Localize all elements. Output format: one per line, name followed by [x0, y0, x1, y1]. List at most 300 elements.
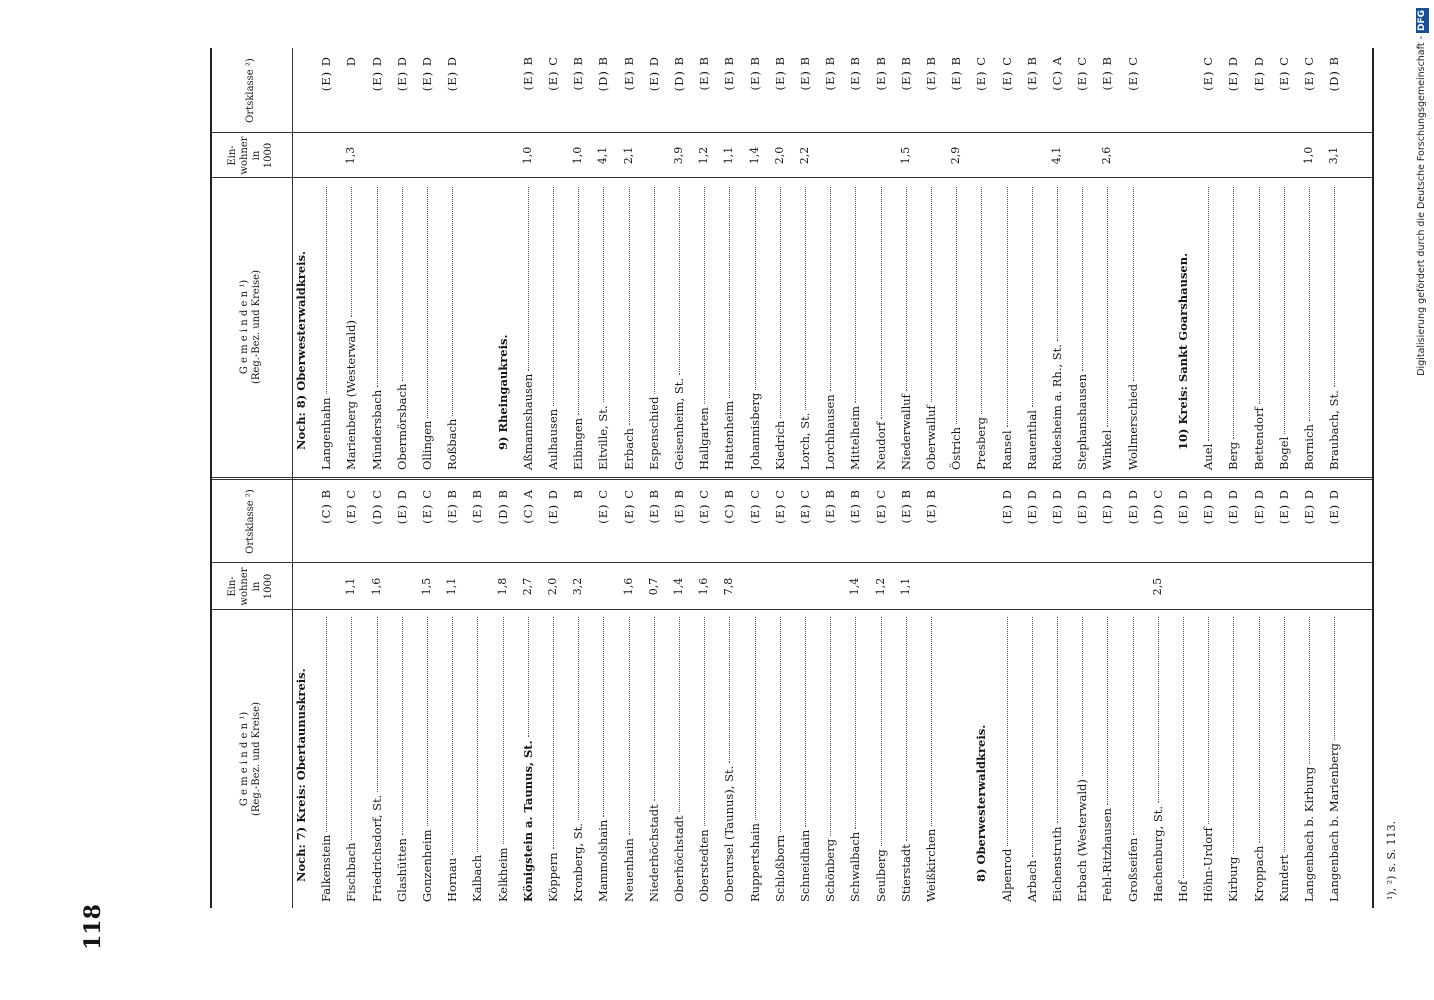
dot-leader [949, 187, 957, 424]
page-number: 118 [80, 904, 106, 950]
ortsklasse-cell: (C) B [319, 489, 334, 524]
ortsklasse-cell: (D) B [495, 489, 510, 525]
dfg-notice-line [1412, 8, 1432, 698]
ortsklasse-cell: (E) D [319, 56, 334, 92]
dot-leader [370, 617, 378, 792]
table-row [949, 50, 972, 470]
ortsklasse-cell: (E) C [420, 489, 434, 524]
ortsklasse-cell: (E) C [798, 489, 812, 524]
dot-leader [596, 617, 604, 817]
table-row [1050, 50, 1073, 470]
einwohner-cell: 1,0 [571, 146, 585, 165]
table-row [1075, 50, 1098, 470]
einwohner-cell: 2,5 [1150, 577, 1164, 596]
ortsklasse-cell: (E) D [1176, 489, 1190, 525]
name-text: Langenbach b. Kirburg [1302, 766, 1316, 902]
municipality-name [974, 184, 988, 470]
name-text: Kalbach [470, 854, 485, 902]
table-row [1252, 482, 1275, 902]
ortsklasse-cell: (E) B [470, 489, 485, 524]
ortsklasse-cell: (E) D [394, 56, 409, 92]
table-row [1252, 50, 1275, 470]
name-text: Langenhahn [319, 397, 334, 470]
table-row [974, 482, 997, 902]
ortsklasse-cell: (E) C [1276, 56, 1291, 91]
municipality-name [521, 184, 535, 470]
municipality-name [722, 614, 736, 902]
municipality-name [848, 614, 862, 902]
header-ortsklasse-text: Ortsklasse ²) [245, 58, 256, 123]
table-row [344, 482, 367, 902]
municipality-name [848, 184, 862, 470]
ortsklasse-cell: (E) C [1201, 56, 1216, 91]
table-row [420, 482, 443, 902]
municipality-name [1327, 184, 1341, 470]
name-text: Eichenstruth [1050, 826, 1064, 902]
einwohner-cell: 2,1 [621, 146, 635, 165]
name-text: Neuenhain [621, 838, 636, 902]
table-row [1302, 50, 1325, 470]
municipality-name [420, 614, 434, 902]
name-text: 10) Kreis: Sankt Goarshausen. [1176, 252, 1190, 450]
dot-leader [974, 187, 982, 414]
municipality-name [420, 184, 434, 470]
table-row [1201, 50, 1224, 470]
dot-leader [521, 187, 529, 371]
table-row [924, 482, 947, 902]
ortsklasse-cell: (E) C [596, 489, 611, 524]
municipality-name [1000, 614, 1014, 902]
table-row [1075, 482, 1098, 902]
municipality-name [798, 184, 812, 470]
ortsklasse-cell: (E) C [772, 489, 787, 524]
municipality-name [319, 614, 333, 902]
table-row [370, 482, 393, 902]
table-row [1176, 50, 1199, 470]
name-text: Erbach [621, 428, 636, 470]
name-text: Kundert [1276, 854, 1291, 902]
ortsklasse-cell: (E) C [747, 489, 762, 524]
dot-leader [1302, 187, 1310, 421]
einwohner-cell: 2,6 [1100, 146, 1114, 165]
municipality-name [1277, 614, 1291, 902]
name-text: Kroppach [1251, 845, 1266, 902]
ortsklasse-cell: (E) D [1251, 489, 1266, 525]
ortsklasse-cell: (E) C [697, 489, 712, 524]
dot-leader [848, 617, 856, 829]
dot-leader [924, 617, 932, 826]
municipality-name [622, 184, 636, 470]
ortsklasse-cell: (E) B [772, 56, 787, 91]
municipality-name [748, 614, 762, 902]
einwohner-cell: 1,3 [344, 146, 358, 165]
table-row [395, 50, 418, 470]
einwohner-cell: 1,2 [873, 577, 887, 596]
ortsklasse-cell: (E) B [646, 489, 661, 524]
dot-leader [874, 617, 882, 846]
ortsklasse-cell: (E) D [1075, 489, 1090, 525]
header-gemeinden-subtitle: (Reg.-Bez. und Kreise) [251, 702, 262, 816]
table-row [622, 50, 645, 470]
municipality-name [1100, 184, 1114, 470]
name-text: Langenbach b. Marienberg [1327, 743, 1342, 902]
ortsklasse-cell: (E) B [520, 56, 535, 91]
einwohner-cell: 1,8 [495, 577, 509, 596]
table-row [1126, 482, 1149, 902]
dot-leader [1201, 187, 1209, 441]
ortsklasse-cell: (E) B [898, 489, 913, 524]
dot-leader [697, 187, 705, 404]
name-text: Stephanshausen [1075, 373, 1090, 470]
municipality-name [924, 614, 938, 902]
name-text: Aulhausen [546, 408, 560, 470]
name-text: Erbach (Westerwald) [1075, 779, 1090, 902]
dot-leader [1000, 187, 1008, 427]
ortsklasse-cell: (E) D [1276, 489, 1291, 525]
municipality-name [521, 614, 535, 902]
name-text: Oberhöchstadt [672, 815, 686, 902]
table-row [294, 482, 317, 902]
name-text: Ransel [999, 430, 1014, 470]
dot-leader [773, 617, 781, 832]
table-row [1025, 50, 1048, 470]
dot-leader [1201, 617, 1209, 824]
ortsklasse-cell: (E) D [1050, 489, 1064, 525]
name-text: Friedrichsdorf, St. [369, 794, 384, 902]
municipality-name [546, 184, 560, 470]
dot-leader [647, 187, 655, 394]
table-row [1100, 482, 1123, 902]
municipality-name [1126, 184, 1140, 470]
header-ortsklasse-right [212, 48, 290, 133]
header-einwohner-text: Ein- wohner in 1000 [227, 567, 274, 606]
dot-leader [319, 187, 327, 394]
section-heading [974, 594, 988, 902]
dfg-funding-notice [1412, 8, 1432, 698]
name-text: Fischbach [344, 842, 359, 902]
dot-leader [1252, 617, 1260, 843]
dot-leader [1100, 187, 1108, 427]
municipality-name [1277, 184, 1291, 470]
municipality-name [496, 614, 510, 902]
municipality-name [899, 184, 913, 470]
dot-leader [672, 187, 680, 375]
municipality-name [1025, 614, 1039, 902]
name-text: Großseifen [1125, 837, 1140, 902]
name-text: Gonzenheim [420, 829, 434, 902]
table-row [974, 50, 997, 470]
dfg-notice-text: Digitalisierung gefördert durch die Deutsche Forschungsgemeinschaft - [1416, 36, 1427, 376]
einwohner-cell: 2,2 [798, 146, 811, 165]
table-row [1100, 50, 1123, 470]
municipality-name [1302, 184, 1316, 470]
ortsklasse-cell: (E) D [1226, 489, 1241, 525]
einwohner-cell: 7,8 [722, 577, 736, 596]
municipality-name [571, 184, 585, 470]
table-row [748, 482, 771, 902]
table-row [672, 482, 695, 902]
table-row [647, 50, 670, 470]
ortsklasse-cell: (D) C [1150, 489, 1165, 525]
name-text: Ruppertshain [747, 823, 762, 902]
ortsklasse-cell: (D) B [1327, 56, 1342, 92]
municipality-name [445, 614, 459, 902]
ortsklasse-cell: (E) B [823, 56, 838, 91]
einwohner-cell: 4,1 [596, 146, 610, 165]
ortsklasse-cell: (E) C [974, 56, 989, 91]
municipality-name [647, 614, 661, 902]
einwohner-cell: 1,5 [420, 577, 433, 596]
ortsklasse-cell: (E) C [999, 56, 1014, 91]
municipality-name [622, 614, 636, 902]
dot-leader [1327, 187, 1335, 387]
dot-leader [647, 617, 655, 801]
name-text: 9) Rheingaukreis. [495, 334, 510, 450]
dot-leader [823, 187, 831, 391]
municipality-name [1201, 614, 1215, 902]
name-text: Östrich [949, 427, 964, 470]
municipality-name [596, 184, 610, 470]
table-row [344, 50, 367, 470]
einwohner-cell: 1,1 [722, 146, 736, 165]
name-text: Espenschied [646, 396, 661, 470]
table-row [445, 50, 468, 470]
ortsklasse-cell: (E) B [1024, 56, 1039, 91]
table-row [571, 482, 594, 902]
table-row [672, 50, 695, 470]
dot-leader [1226, 617, 1234, 854]
table-row [470, 50, 493, 470]
ortsklasse-cell: (E) D [1302, 489, 1316, 525]
dot-leader [1302, 617, 1310, 764]
table-row [1050, 482, 1073, 902]
dot-leader [470, 617, 478, 852]
ortsklasse-cell: (E) D [1251, 56, 1266, 92]
name-text: Hof [1176, 880, 1190, 902]
name-text: Schönberg [823, 838, 838, 902]
header-ortsklasse-text: Ortsklasse ²) [245, 489, 256, 554]
name-text: Weißkirchen [924, 828, 938, 902]
dot-leader [496, 617, 504, 844]
table-row [773, 50, 796, 470]
table-row [1025, 482, 1048, 902]
einwohner-cell: 1,1 [898, 577, 912, 596]
name-text: Fehl-Ritzhausen [1100, 808, 1115, 902]
table-row [496, 482, 519, 902]
section-heading [294, 164, 308, 470]
table-row [546, 50, 569, 470]
dot-leader [546, 617, 554, 849]
ortsklasse-cell: (E) B [445, 489, 460, 524]
municipality-name [672, 184, 686, 470]
table-row [420, 50, 443, 470]
name-text: Ollingen [420, 420, 434, 470]
name-text: Mittelheim [848, 406, 863, 470]
name-text: Noch: 7) Kreis: Obertaunuskreis. [294, 668, 308, 882]
einwohner-cell: 1,4 [672, 577, 685, 596]
ortsklasse-cell: (E) C [344, 489, 359, 524]
ortsklasse-cell: (E) C [1125, 56, 1140, 91]
dot-leader [1226, 187, 1234, 439]
municipality-name [1252, 614, 1266, 902]
table-row [697, 50, 720, 470]
table-row [571, 50, 594, 470]
municipality-name [1201, 184, 1215, 470]
ortsklasse-cell: (E) B [697, 56, 712, 91]
municipality-name [899, 614, 913, 902]
dot-leader [1277, 617, 1285, 852]
name-text: Lorchhausen [823, 394, 838, 470]
table-row [596, 50, 619, 470]
municipality-name [874, 614, 888, 902]
dot-leader [596, 187, 604, 403]
municipality-name [1075, 184, 1089, 470]
dot-leader [344, 617, 352, 840]
dot-leader [1252, 187, 1260, 404]
ortsklasse-cell: (D) B [596, 56, 611, 92]
name-text: Kiedrich [772, 420, 787, 470]
dot-leader [874, 187, 882, 419]
dot-leader [798, 187, 806, 410]
municipality-table [210, 48, 1374, 908]
municipality-name [470, 614, 484, 902]
ortsklasse-cell: (E) B [722, 56, 737, 91]
header-gemeinden-title: G e m e i n d e n ¹) [239, 711, 250, 807]
table-row [622, 482, 645, 902]
ortsklasse-cell: (E) B [747, 56, 762, 91]
municipality-name [596, 614, 610, 902]
name-text: Noch: 8) Oberwesterwaldkreis. [294, 250, 308, 450]
ortsklasse-cell: (E) D [445, 56, 460, 92]
name-text: Geisenheim, St. [672, 377, 686, 470]
table-row [1000, 50, 1023, 470]
table-row [546, 482, 569, 902]
ortsklasse-cell: (E) B [949, 56, 964, 91]
municipality-name [748, 184, 762, 470]
name-text: Mammolshain [596, 819, 611, 902]
ortsklasse-cell: (E) D [1201, 489, 1216, 525]
ortsklasse-cell: (E) D [394, 489, 409, 525]
table-row [521, 482, 544, 902]
dot-leader [773, 187, 781, 418]
municipality-name [1100, 614, 1114, 902]
name-text: 8) Oberwesterwaldkreis. [974, 724, 989, 882]
table-row [445, 482, 468, 902]
einwohner-cell: 1,1 [344, 577, 358, 596]
table-row [370, 50, 393, 470]
einwohner-cell: 1,0 [1302, 146, 1315, 165]
name-text: Stierstadt [898, 844, 913, 902]
dot-leader [798, 617, 806, 827]
municipality-name [395, 614, 409, 902]
section-heading [294, 594, 308, 902]
einwohner-cell: 1,2 [697, 146, 711, 165]
name-text: Hachenburg, St. [1150, 805, 1165, 902]
name-text: Mündersbach [369, 389, 384, 470]
name-text: Auel [1201, 443, 1216, 470]
header-gemeinden-subtitle: (Reg.-Bez. und Kreise) [251, 270, 262, 384]
name-text: Königstein a. Taunus, St. [520, 740, 535, 902]
ortsklasse-cell: (E) D [1125, 489, 1140, 525]
dot-leader [1126, 187, 1134, 381]
ortsklasse-cell: (D) B [672, 56, 686, 92]
municipality-name [1226, 184, 1240, 470]
name-text: Kelkheim [495, 847, 510, 902]
table-row [1226, 482, 1249, 902]
name-text: Marienberg (Westerwald) [344, 320, 359, 470]
header-gemeinden-title: G e m e i n d e n ¹) [239, 279, 250, 375]
table-row [1176, 482, 1199, 902]
table-row [1201, 482, 1224, 902]
name-text: Presberg [974, 417, 989, 470]
name-text: Bogel [1276, 436, 1291, 470]
table-row [798, 482, 821, 902]
name-text: Johannisberg [747, 392, 762, 470]
municipality-name [773, 614, 787, 902]
name-text: Neudorf [873, 421, 888, 470]
ortsklasse-cell: (E) D [420, 56, 434, 92]
municipality-name [370, 614, 384, 902]
municipality-name [722, 184, 736, 470]
name-text: Wollmerschied [1125, 383, 1140, 470]
header-einwohner-right [212, 133, 290, 178]
ortsklasse-cell: (E) B [924, 56, 938, 91]
municipality-name [1075, 614, 1089, 902]
dot-leader [823, 617, 831, 836]
table-row [848, 482, 871, 902]
table-row [949, 482, 972, 902]
dot-leader [319, 617, 327, 832]
name-text: Alpenrod [999, 848, 1014, 902]
table-row [722, 50, 745, 470]
name-text: Niederhöchstadt [646, 804, 661, 902]
ortsklasse-cell: (E) D [1226, 56, 1241, 92]
dot-leader [571, 617, 579, 820]
ortsklasse-cell: (C) A [1050, 56, 1064, 91]
dot-leader [1025, 617, 1033, 857]
section-heading [496, 164, 510, 470]
name-text: Rauenthal [1024, 410, 1039, 470]
name-text: Rüdesheim a. Rh., St. [1050, 344, 1064, 470]
dot-leader [1100, 617, 1108, 805]
ortsklasse-cell: (E) B [848, 489, 863, 524]
ortsklasse-cell: (E) B [873, 56, 888, 91]
einwohner-cell: 1,0 [520, 146, 534, 165]
municipality-name [1151, 614, 1165, 902]
table-row [319, 482, 342, 902]
name-text: Hattenheim [722, 400, 737, 470]
table-row [521, 50, 544, 470]
table-row [823, 482, 846, 902]
table-row [773, 482, 796, 902]
municipality-name [445, 184, 459, 470]
header-einwohner-left [212, 563, 290, 610]
table-row [899, 50, 922, 470]
municipality-name [1252, 184, 1266, 470]
dot-leader [445, 187, 453, 416]
table-row [1151, 482, 1174, 902]
einwohner-cell: 1,1 [445, 577, 459, 596]
ortsklasse-cell: (D) C [369, 489, 384, 525]
footnote: ¹), ²) s. S. 113. [1385, 820, 1398, 900]
dot-leader [395, 187, 403, 381]
municipality-name [697, 614, 711, 902]
name-text: Falkenstein [319, 834, 334, 902]
table-row [924, 50, 947, 470]
einwohner-cell: 2,0 [772, 146, 786, 165]
name-text: Obermörsbach [394, 383, 409, 470]
dot-leader [1176, 617, 1184, 878]
